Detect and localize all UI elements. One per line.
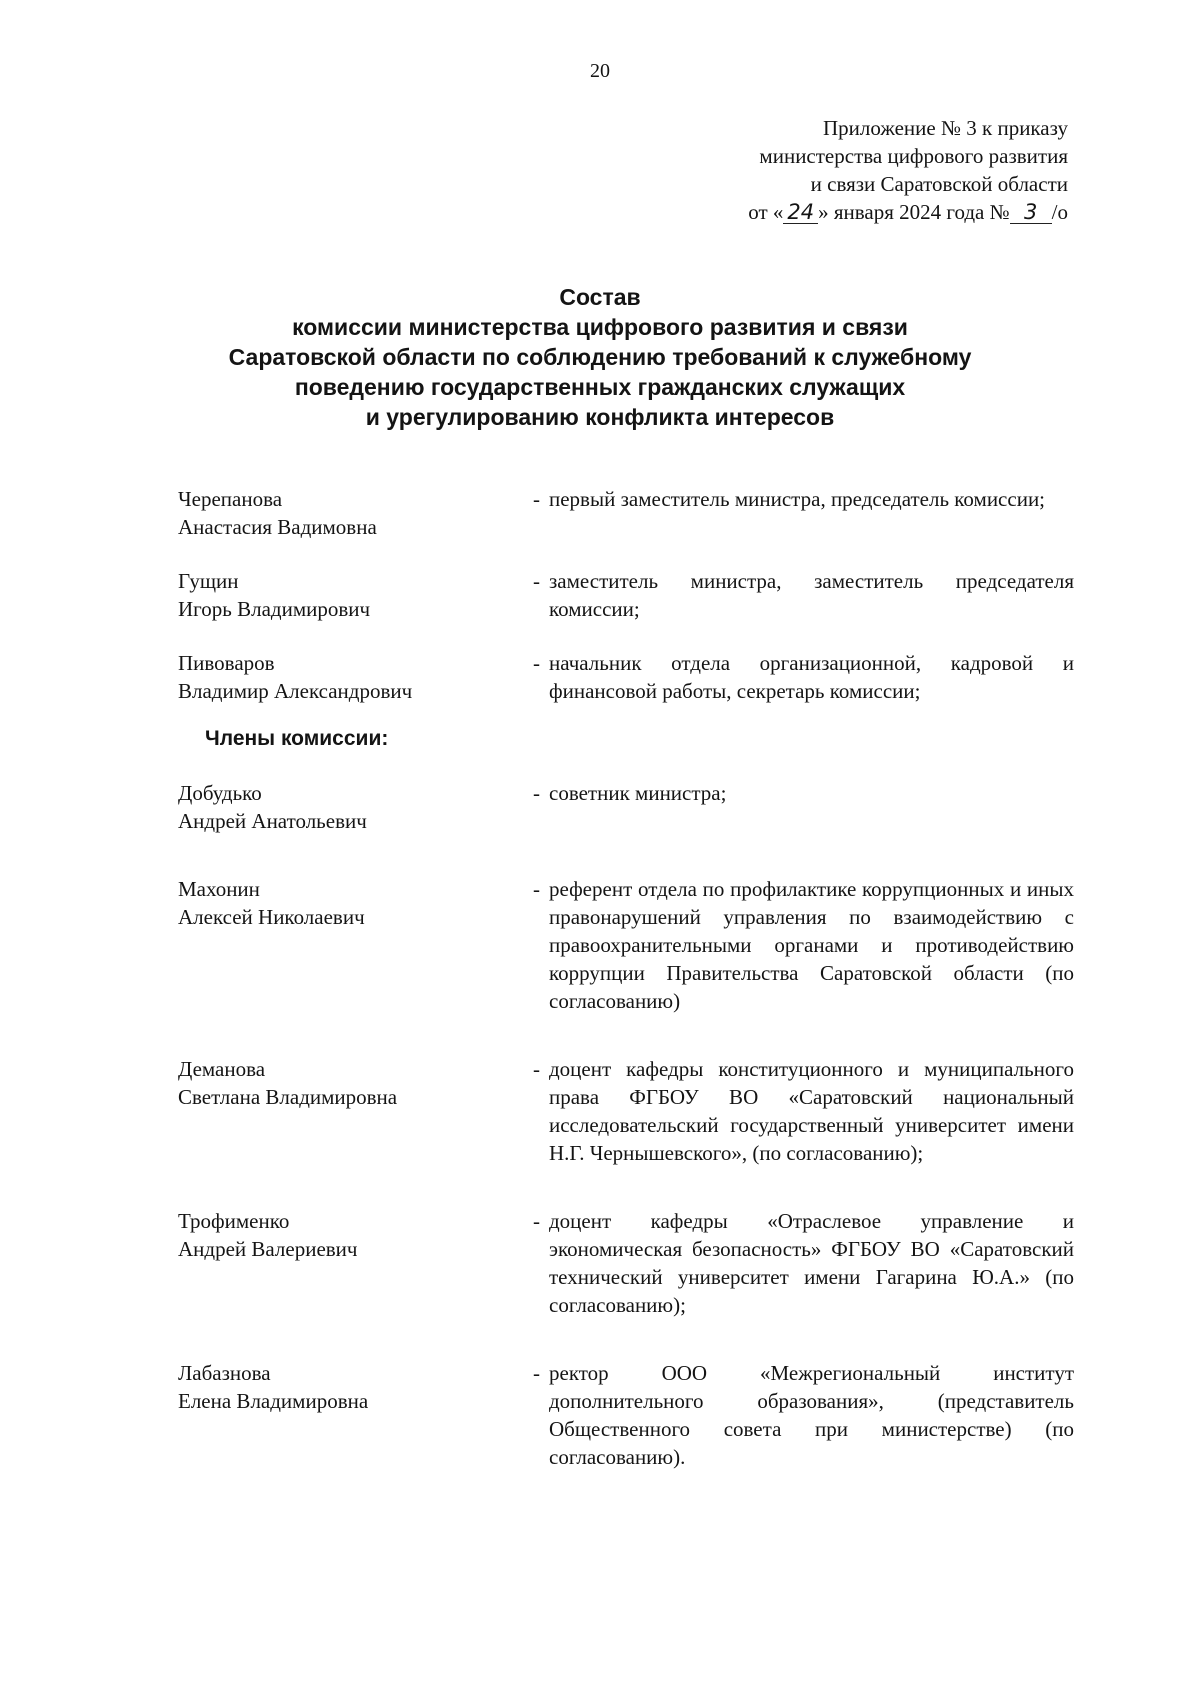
member-name xyxy=(160,875,533,1015)
dash: - xyxy=(533,781,540,805)
member-surname: Черепанова xyxy=(178,487,283,511)
member-name xyxy=(160,1207,533,1319)
member-given-names: Андрей Анатольевич xyxy=(178,809,367,833)
appendix-line-2: министерства цифрового развития xyxy=(759,144,1068,168)
appendix-date-line xyxy=(608,198,1068,226)
member-given-names: Светлана Владимировна xyxy=(178,1085,398,1109)
appendix-block xyxy=(608,114,1068,226)
dash: - xyxy=(533,651,540,675)
member-row xyxy=(160,1359,1090,1471)
member-name xyxy=(160,779,533,835)
document-title xyxy=(0,282,1200,432)
dash: - xyxy=(533,1361,540,1385)
member-role: заместитель министра, заместитель председателя комиссии; xyxy=(549,569,1074,621)
leader-row xyxy=(160,567,1090,623)
page-number: 20 xyxy=(590,60,610,82)
member-given-names: Андрей Валериевич xyxy=(178,1237,358,1261)
member-role: ректор ООО «Межрегиональный институт дополнительного образования», (представитель Общественного совета при министерстве) (по согласованию). xyxy=(549,1361,1074,1469)
title-line-3: Саратовской области по соблюдению требований к служебному xyxy=(228,344,972,370)
member-given-names: Алексей Николаевич xyxy=(178,905,365,929)
leader-row xyxy=(160,485,1090,541)
member-surname: Гущин xyxy=(178,569,239,593)
members-header: Члены комиссии: xyxy=(205,727,389,750)
title-line-1: Состав xyxy=(559,284,641,310)
date-prefix: от « xyxy=(748,200,784,224)
member-given-names: Елена Владимировна xyxy=(178,1389,369,1413)
date-middle: » января 2024 года № xyxy=(818,200,1010,224)
dash: - xyxy=(533,1057,540,1081)
member-name xyxy=(160,567,533,623)
member-name xyxy=(160,649,533,705)
appendix-line-3: и связи Саратовской области xyxy=(810,172,1068,196)
member-row xyxy=(160,1207,1090,1319)
member-given-names: Владимир Александрович xyxy=(178,679,413,703)
member-surname: Пивоваров xyxy=(178,651,275,675)
member-surname: Деманова xyxy=(178,1057,266,1081)
member-surname: Трофименко xyxy=(178,1209,290,1233)
member-given-names: Игорь Владимирович xyxy=(178,597,371,621)
member-role: доцент кафедры «Отраслевое управление и экономическая безопасность» ФГБОУ ВО «Саратовский технический университет имени Гагарина Ю.А.» (по согласованию); xyxy=(549,1209,1074,1317)
member-role: первый заместитель министра, председатель комиссии; xyxy=(549,487,1046,511)
member-surname: Добудько xyxy=(178,781,262,805)
title-line-4: поведению государственных гражданских служащих xyxy=(294,374,906,400)
title-line-5: и урегулированию конфликта интересов xyxy=(365,404,835,430)
member-name xyxy=(160,1055,533,1167)
member-name xyxy=(160,1359,533,1471)
date-day-handwritten: 24 xyxy=(783,201,818,224)
member-role: референт отдела по профилактике коррупционных и иных правонарушений управления по взаимодействию с правоохранительными органами и противодействию коррупции Правительства Саратовской области (по согласованию) xyxy=(549,877,1074,1013)
appendix-line-1: Приложение № 3 к приказу xyxy=(823,116,1068,140)
dash: - xyxy=(533,569,540,593)
member-name xyxy=(160,485,533,541)
member-row xyxy=(160,779,1090,835)
order-number-handwritten: 3 xyxy=(1010,201,1052,224)
order-suffix: /о xyxy=(1051,200,1068,224)
title-line-2: комиссии министерства цифрового развития и связи xyxy=(292,314,908,340)
member-row xyxy=(160,1055,1090,1167)
dash: - xyxy=(533,1209,540,1233)
member-surname: Лабазнова xyxy=(178,1361,271,1385)
member-surname: Махонин xyxy=(178,877,260,901)
dash: - xyxy=(533,487,540,511)
dash: - xyxy=(533,877,540,901)
leader-row xyxy=(160,649,1090,705)
member-role: доцент кафедры конституционного и муниципального права ФГБОУ ВО «Саратовский национальный исследовательский государственный университет имени Н.Г. Чернышевского», (по согласованию); xyxy=(549,1057,1074,1165)
member-row xyxy=(160,875,1090,1015)
commission-list xyxy=(160,485,1090,1471)
member-role: советник министра; xyxy=(549,781,727,805)
member-given-names: Анастасия Вадимовна xyxy=(178,515,377,539)
member-role: начальник отдела организационной, кадровой и финансовой работы, секретарь комиссии; xyxy=(549,651,1074,703)
